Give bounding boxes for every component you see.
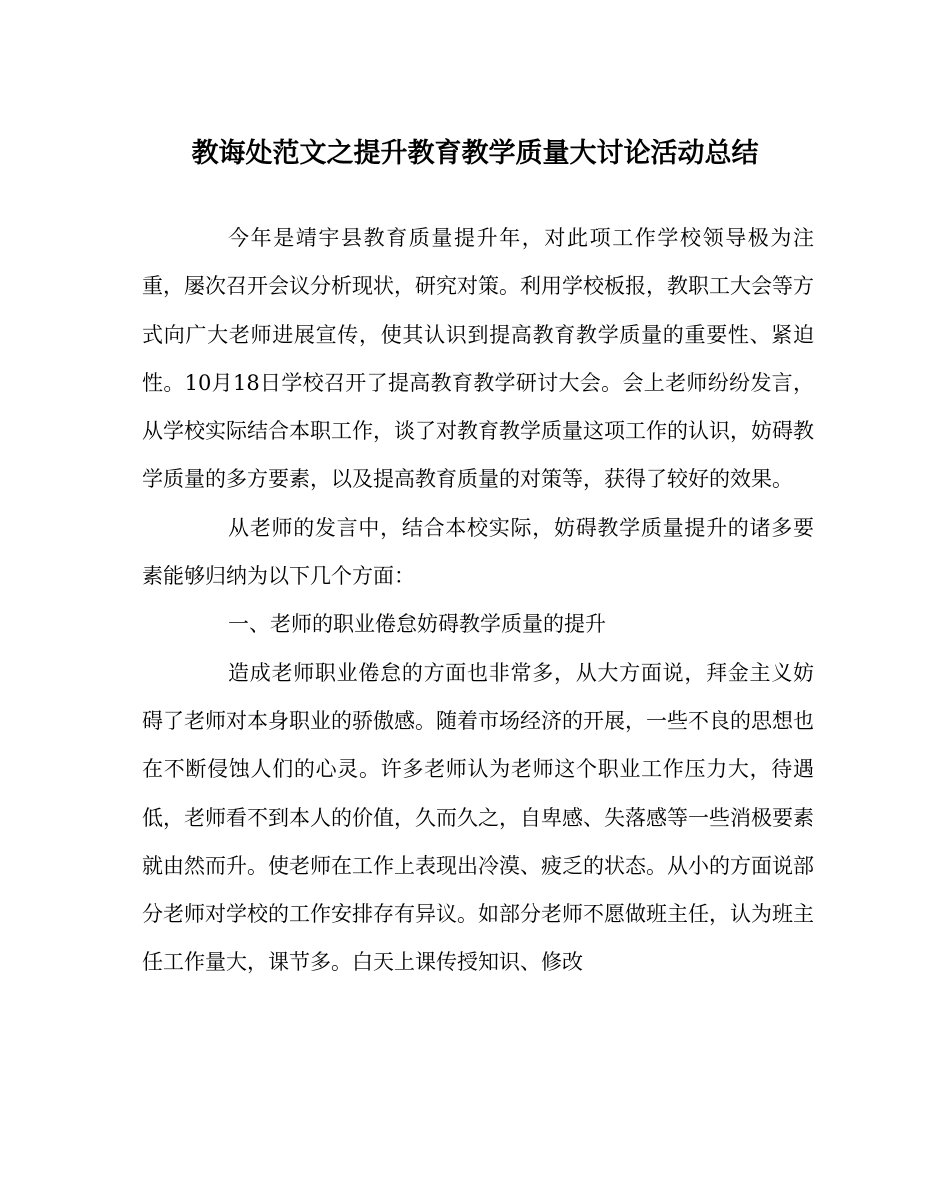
paragraph-intro: 今年是靖宇县教育质量提升年，对此项工作学校领导极为注重，屡次召开会议分析现状，研究对策。利用学校板报，教职工大会等方式向广大老师进展宣传，使其认识到提高教育教学质量的重要性、紧迫性。10月18日学校召开了提高教育教学研讨大会。会上老师纷纷发言，从学校实际结合本职工作，谈了对教育教学质量这项工作的认识，妨碍教学质量的多方要素，以及提高教育质量的对策等，获得了较好的效果。 — [142, 226, 814, 492]
document-title: 教诲处范文之提升教育教学质量大讨论活动总结 — [191, 138, 759, 169]
section-heading-1: 一、老师的职业倦怠妨碍教学质量的提升 — [228, 612, 606, 637]
paragraph-factors: 从老师的发言中，结合本校实际，妨碍教学质量提升的诸多要素能够归纳为以下几个方面： — [142, 515, 814, 589]
paragraph-burnout: 造成老师职业倦怠的方面也非常多，从大方面说，拜金主义妨碍了老师对本身职业的骄傲感。随着市场经济的开展，一些不良的思想也在不断侵蚀人们的心灵。许多老师认为老师这个职业工作压力大，待遇低，老师看不到本人的价值，久而久之，自卑感、失落感等一些消极要素就由然而升。使老师在工作上表现出冷漠、疲乏的状态。从小的方面说部分老师对学校的工作安排存有异议。如部分老师不愿做班主任，认为班主任工作量大，课节多。白天上课传授知识、修改 — [142, 660, 814, 975]
document-body — [142, 214, 814, 987]
